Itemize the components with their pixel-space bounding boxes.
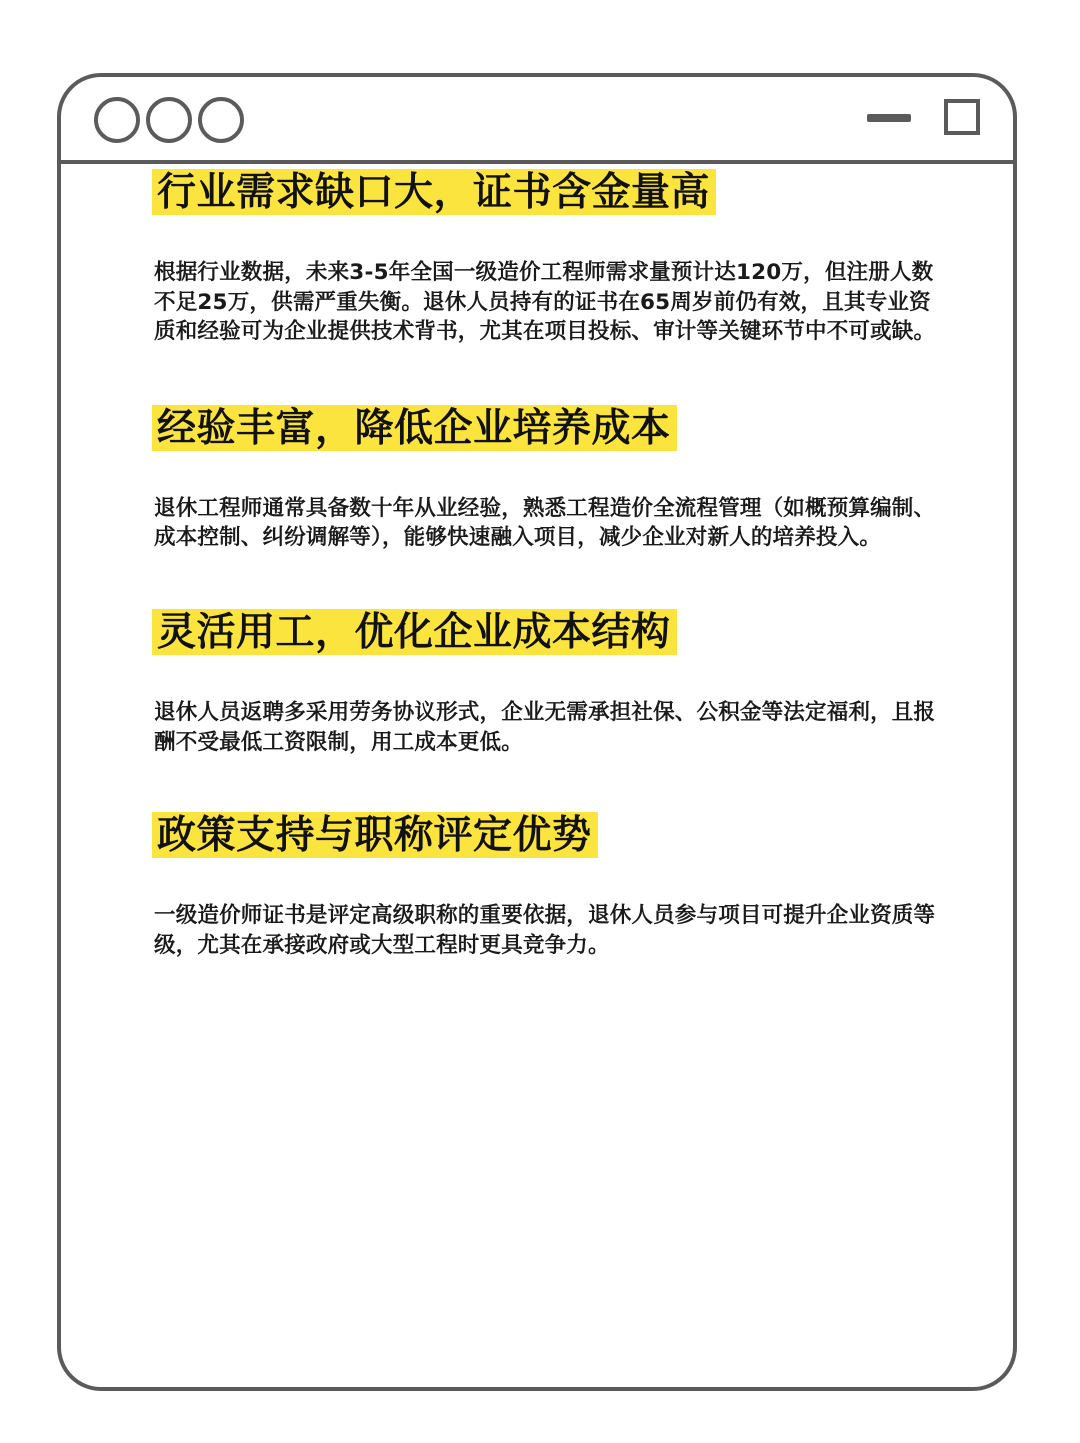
section-heading: 政策支持与职称评定优势 [152, 812, 598, 858]
section-body: 退休人员返聘多采用劳务协议形式，企业无需承担社保、公积金等法定福利，且报酬不受最低工资限制，用工成本更低。 [154, 699, 936, 755]
browser-window [57, 73, 1017, 1391]
window-dots [94, 97, 244, 143]
section-industry-demand [152, 169, 942, 347]
circle-icon[interactable] [146, 97, 192, 143]
section-experience [152, 405, 942, 553]
minimize-icon[interactable] [867, 114, 911, 122]
section-body: 退休工程师通常具备数十年从业经验，熟悉工程造价全流程管理（如概预算编制、成本控制、纠纷调解等），能够快速融入项目，减少企业对新人的培养投入。 [154, 495, 936, 551]
circle-icon[interactable] [94, 97, 140, 143]
article-content [152, 169, 942, 960]
window-titlebar [61, 77, 1013, 164]
section-heading: 灵活用工，优化企业成本结构 [152, 609, 677, 655]
circle-icon[interactable] [198, 97, 244, 143]
section-body: 根据行业数据，未来3-5年全国一级造价工程师需求量预计达120万，但注册人数不足25万，供需严重失衡。退休人员持有的证书在65周岁前仍有效，且其专业资质和经验可为企业提供技术背书，尤其在项目投标、审计等关键环节中不可或缺。 [154, 260, 936, 345]
maximize-icon[interactable] [944, 99, 980, 135]
section-heading: 行业需求缺口大，证书含金量高 [152, 169, 716, 215]
section-policy-support [152, 812, 942, 960]
section-heading: 经验丰富，降低企业培养成本 [152, 405, 677, 451]
section-flexible-employment [152, 609, 942, 757]
section-body: 一级造价师证书是评定高级职称的重要依据，退休人员参与项目可提升企业资质等级，尤其在承接政府或大型工程时更具竞争力。 [154, 903, 936, 958]
